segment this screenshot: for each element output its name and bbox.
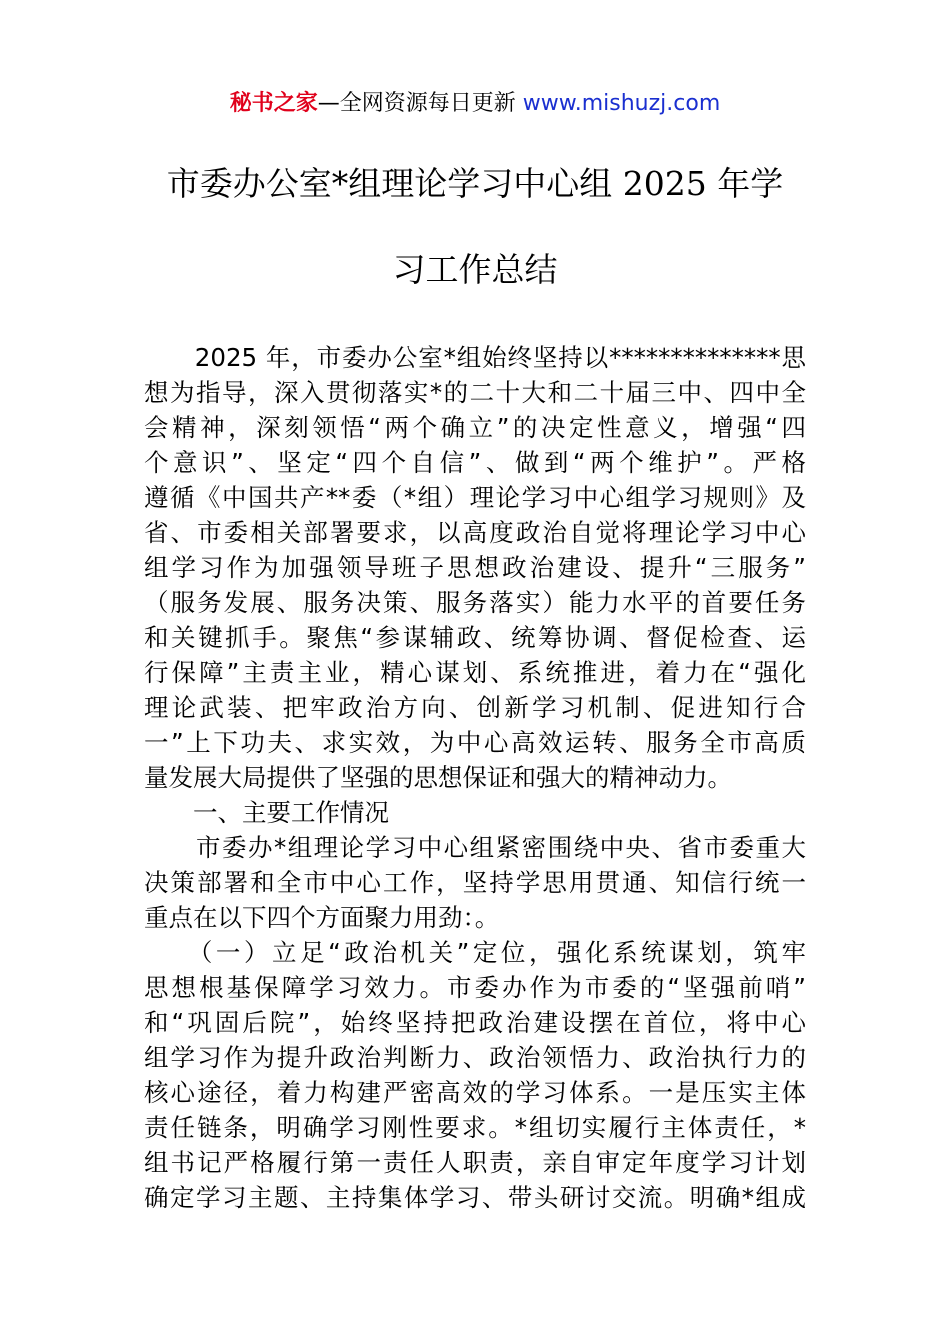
site-header	[0, 88, 950, 120]
paragraph	[144, 935, 806, 1215]
text-line: 市委办*组理论学习中心组紧密围绕中央、省市委重大	[144, 833, 806, 862]
text-line: 核心途径，着力构建严密高效的学习体系。一是压实主体	[144, 1078, 806, 1107]
text-line: 个意识”、坚定“四个自信”、做到“两个维护”。严格	[144, 448, 806, 477]
paragraph	[144, 340, 806, 795]
document-title	[144, 158, 806, 330]
text-line: 和“巩固后院”，始终坚持把政治建设摆在首位，将中心	[144, 1008, 806, 1037]
paragraph	[144, 795, 806, 830]
text-line: 想为指导，深入贯彻落实*的二十大和二十届三中、四中全	[144, 378, 806, 407]
site-brand: 秘书之家	[229, 91, 318, 116]
text-line: （一）立足“政治机关”定位，强化系统谋划，筑牢	[144, 938, 806, 967]
text-line: 会精神，深刻领悟“两个确立”的决定性意义，增强“四	[144, 413, 806, 442]
text-line: 省、市委相关部署要求，以高度政治自觉将理论学习中心	[144, 518, 806, 547]
text-line: 一、主要工作情况	[144, 798, 389, 827]
site-url-link[interactable]: www.mishuzj.com	[522, 91, 721, 116]
text-line: 量发展大局提供了坚强的思想保证和强大的精神动力。	[144, 763, 732, 792]
text-line: 组书记严格履行第一责任人职责，亲自审定年度学习计划	[144, 1148, 806, 1177]
text-line: 责任链条，明确学习刚性要求。*组切实履行主体责任，*	[144, 1113, 806, 1142]
text-line: 重点在以下四个方面聚力用劲：。	[144, 903, 500, 932]
title-line: 习工作总结	[392, 250, 558, 289]
text-line: 思想根基保障学习效力。市委办作为市委的“坚强前哨”	[144, 973, 806, 1002]
title-line: 市委办公室*组理论学习中心组 2025 年学	[166, 164, 784, 203]
text-line: 理论武装、把牢政治方向、创新学习机制、促进知行合	[144, 693, 806, 722]
text-line: 一”上下功夫、求实效，为中心高效运转、服务全市高质	[144, 728, 806, 757]
site-slogan: —全网资源每日更新	[317, 91, 523, 116]
text-line: 确定学习主题、主持集体学习、带头研讨交流。明确*组成	[144, 1183, 806, 1212]
text-line: 和关键抓手。聚焦“参谋辅政、统筹协调、督促检查、运	[144, 623, 806, 652]
text-line: 组学习作为提升政治判断力、政治领悟力、政治执行力的	[144, 1043, 806, 1072]
text-line: 组学习作为加强领导班子思想政治建设、提升“三服务”	[144, 553, 806, 582]
text-line: 2025 年，市委办公室*组始终坚持以**************思	[144, 343, 806, 372]
text-line: 遵循《中国共产**委（*组）理论学习中心组学习规则》及	[144, 483, 806, 512]
paragraph	[144, 830, 806, 935]
text-line: 决策部署和全市中心工作，坚持学思用贯通、知信行统一	[144, 868, 806, 897]
document-body	[144, 340, 806, 1215]
text-line: （服务发展、服务决策、服务落实）能力水平的首要任务	[144, 588, 806, 617]
text-line: 行保障”主责主业，精心谋划、系统推进，着力在“强化	[144, 658, 806, 687]
